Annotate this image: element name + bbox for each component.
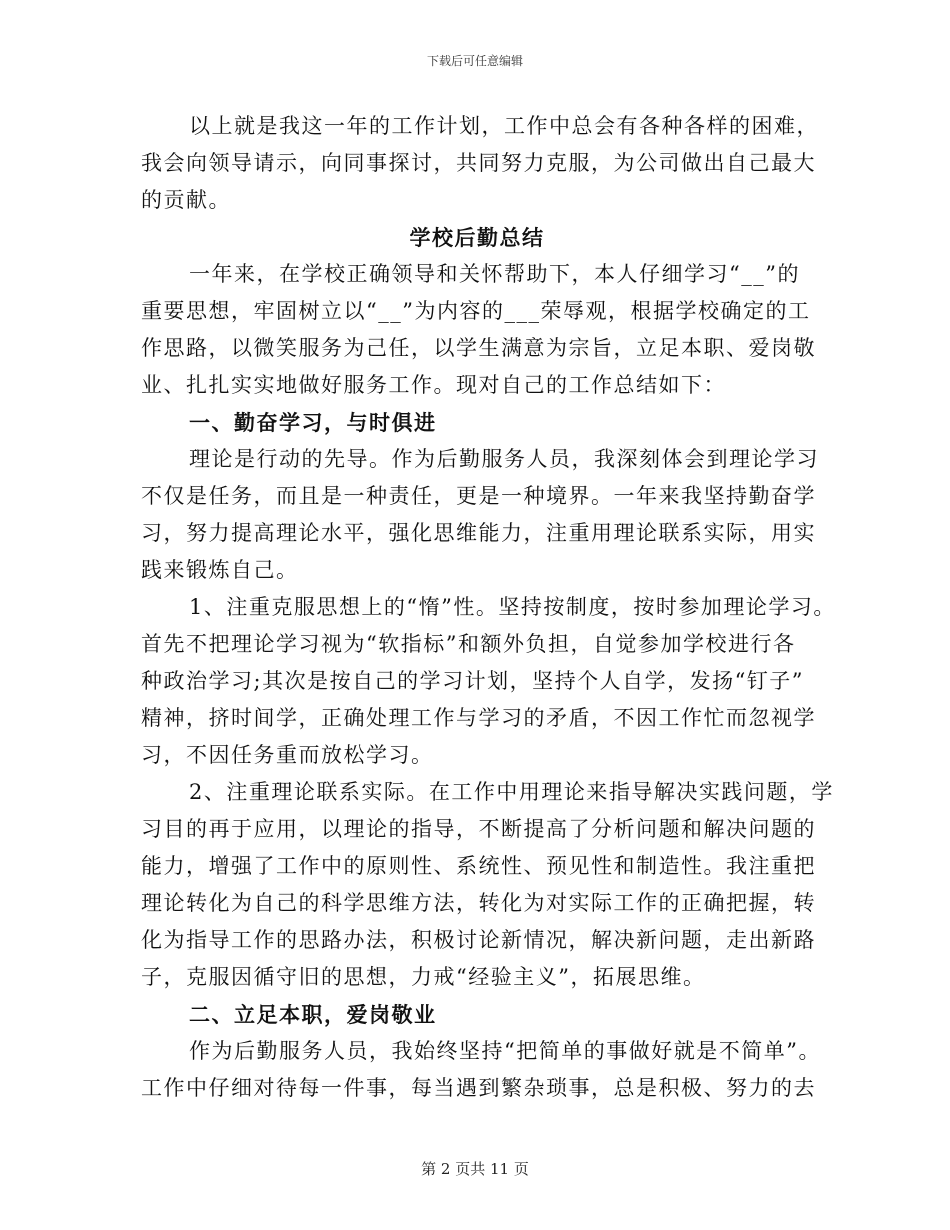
section-heading: 一、勤奋学习，与时俱进 <box>189 410 437 435</box>
paragraph-line: 工作中仔细对待每一件事，每当遇到繁杂琐事，总是积极、努力的去 <box>141 1076 816 1100</box>
page-footer: 第 2 页共 11 页 <box>421 1160 529 1178</box>
document-body <box>141 108 836 1107</box>
paragraph-line: 2、注重理论联系实际。在工作中用理论来指导解决实践问题，学 <box>189 780 834 804</box>
paragraph-line: 理论转化为自己的科学思维方法，转化为对实际工作的正确把握，转 <box>141 891 816 915</box>
paragraph-line: 习目的再于应用，以理论的指导，不断提高了分析问题和解决问题的 <box>141 817 816 841</box>
paragraph-line: 首先不把理论学习视为“软指标”和额外负担，自觉参加学校进行各 <box>141 632 796 656</box>
paragraph-line: 一年来，在学校正确领导和关怀帮助下，本人仔细学习“__”的 <box>189 262 800 286</box>
paragraph-line: 作思路，以微笑服务为己任，以学生满意为宗旨，立足本职、爱岗敬 <box>141 336 816 360</box>
paragraph-line: 子，克服因循守旧的思想，力戒“经验主义”，拓展思维。 <box>141 965 706 989</box>
document-title: 学校后勤总结 <box>409 225 545 250</box>
paragraph-line: 践来锻炼自己。 <box>141 558 299 582</box>
section-heading: 二、立足本职，爱岗敬业 <box>189 1002 437 1027</box>
paragraph-line: 理论是行动的先导。作为后勤服务人员，我深刻体会到理论学习 <box>189 447 819 471</box>
paragraph-line: 1、注重克服思想上的“惰”性。坚持按制度，按时参加理论学习。 <box>189 595 836 619</box>
paragraph-line: 业、扎扎实实地做好服务工作。现对自己的工作总结如下： <box>141 373 726 397</box>
paragraph-line: 重要思想，牢固树立以“__”为内容的___荣辱观，根据学校确定的工 <box>141 299 811 323</box>
paragraph-line: 化为指导工作的思路办法，积极讨论新情况，解决新问题，走出新路 <box>141 928 816 952</box>
paragraph-line: 作为后勤服务人员，我始终坚持“把简单的事做好就是不简单”。 <box>189 1039 821 1063</box>
paragraph-line: 习，努力提高理论水平，强化思维能力，注重用理论联系实际，用实 <box>141 521 816 545</box>
paragraph-line: 能力，增强了工作中的原则性、系统性、预见性和制造性。我注重把 <box>141 854 816 878</box>
paragraph-line: 以上就是我这一年的工作计划，工作中总会有各种各样的困难， <box>189 114 819 138</box>
paragraph-line: 不仅是任务，而且是一种责任，更是一种境界。一年来我坚持勤奋学 <box>141 484 816 508</box>
paragraph-line: 习，不因任务重而放松学习。 <box>141 743 434 767</box>
paragraph-line: 的贡献。 <box>141 188 231 212</box>
paragraph-line: 我会向领导请示，向同事探讨，共同努力克服，为公司做出自己最大 <box>141 151 816 175</box>
paragraph-line: 种政治学习;其次是按自己的学习计划，坚持个人自学，发扬“钉子” <box>141 669 805 693</box>
page-header: 下载后可任意编辑 <box>426 54 523 68</box>
paragraph-line: 精神，挤时间学，正确处理工作与学习的矛盾，不因工作忙而忽视学 <box>141 706 816 730</box>
